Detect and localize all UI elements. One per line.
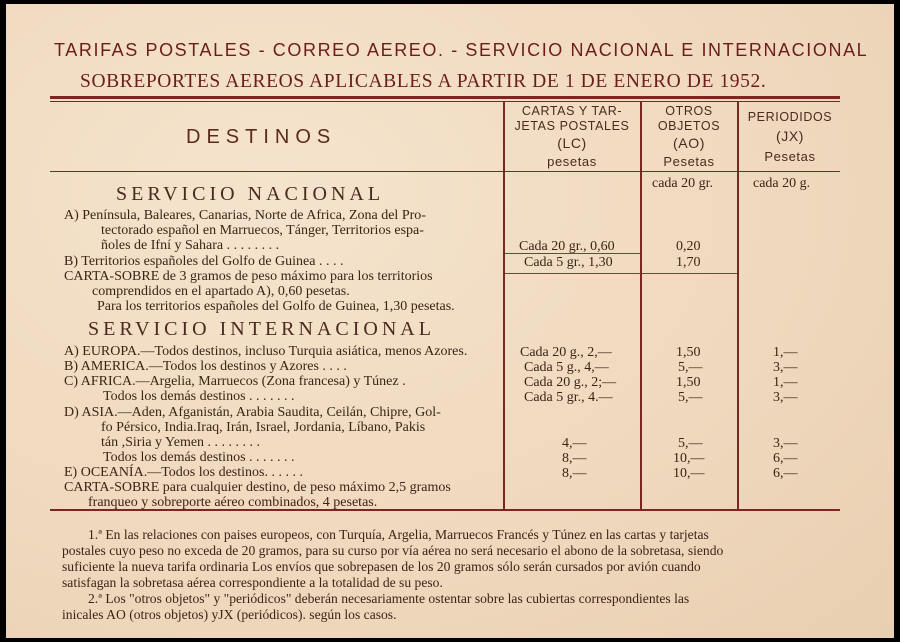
internacional-ao-value: 10,— [673, 451, 705, 466]
jx-per-weight: cada 20 g. [753, 176, 811, 191]
header-ao-line2: OBJETOS [657, 119, 721, 133]
header-destinos: DESTINOS [186, 126, 337, 148]
nacional-divider [642, 273, 737, 275]
footnote-line: satisfagan la sobretasa aérea correspondiente a la totalidad de su peso. [62, 575, 443, 590]
top-rule-thin [50, 101, 840, 102]
internacional-lc-value: 4,— [562, 436, 587, 451]
title-line-2: SOBREPORTES AEREOS APLICABLES A PARTIR DE 1 DE ENERO DE 1952. [80, 71, 767, 92]
internacional-line: C) AFRICA.—Argelia, Marruecos (Zona francesa) y Túnez . [64, 374, 406, 389]
internacional-ao-value: 1,50 [676, 345, 701, 360]
footnote-line: inicales AO (otros objetos) yJX (periódicos). según los casos. [62, 607, 397, 622]
nacional-line: B) Territorios españoles del Golfo de Guinea . . . . [64, 254, 344, 269]
internacional-lc-value: 8,— [562, 466, 587, 481]
nacional-lc-value: Cada 5 gr., 1,30 [524, 255, 613, 270]
header-bottom-rule [50, 171, 840, 172]
nacional-divider [505, 253, 640, 255]
internacional-line: D) ASIA.—Aden, Afganistán, Arabia Saudita, Ceilán, Chipre, Gol- [64, 405, 441, 420]
internacional-jx-value: 3,— [773, 390, 798, 405]
internacional-ao-value: 10,— [673, 466, 705, 481]
nacional-line: ñoles de Ifní y Sahara . . . . . . . . [101, 238, 280, 253]
header-ao-line1: OTROS [665, 104, 713, 118]
nacional-divider [505, 273, 640, 275]
internacional-jx-value: 1,— [773, 375, 798, 390]
column-divider-2 [640, 101, 642, 509]
internacional-line: Todos los demás destinos . . . . . . . [103, 389, 295, 404]
internacional-line: tán ,Siria y Yemen . . . . . . . . [101, 435, 261, 450]
internacional-line: CARTA-SOBRE para cualquier destino, de peso máximo 2,5 gramos [64, 480, 451, 495]
header-col-lc [506, 104, 638, 169]
header-lc-code: (LC) [557, 135, 587, 151]
internacional-line: fo Pérsico, India.Iraq, Irán, Israel, Jordania, Líbano, Pakis [101, 420, 426, 435]
nacional-line: tectorado español en Marruecos, Tánger, Territorios espa- [101, 223, 424, 238]
nacional-ao-value: 0,20 [676, 239, 701, 254]
top-rule-thick [50, 96, 840, 99]
internacional-lc-value: Cada 20 g., 2;— [524, 375, 617, 390]
header-lc-unit: pesetas [547, 154, 597, 169]
internacional-jx-value: 6,— [773, 451, 798, 466]
internacional-lc-value: 8,— [562, 451, 587, 466]
footnote-line: 1.ª En las relaciones con paises europeos, con Turquía, Argelia, Marruecos Francés y Túnez en las cartas y tarjetas [88, 527, 709, 542]
nacional-line: CARTA-SOBRE de 3 gramos de peso máximo para los territorios [64, 269, 433, 284]
header-lc-line2: JETAS POSTALES [514, 119, 630, 133]
internacional-line: franqueo y sobreporte aéreo combinados, 4 pesetas. [88, 495, 378, 510]
header-col-ao [643, 104, 735, 169]
section-internacional-title: SERVICIO INTERNACIONAL [88, 318, 435, 340]
internacional-ao-value: 1,50 [676, 375, 701, 390]
header-jx-code: (JX) [775, 128, 805, 144]
internacional-line: A) EUROPA.—Todos destinos, incluso Turquia asiática, menos Azores. [64, 344, 468, 359]
internacional-jx-value: 6,— [773, 466, 798, 481]
internacional-ao-value: 5,— [678, 436, 703, 451]
nacional-line: Para los territorios españoles del Golfo de Guinea, 1,30 pesetas. [97, 299, 455, 314]
header-ao-unit: Pesetas [663, 154, 715, 169]
internacional-jx-value: 3,— [773, 360, 798, 375]
internacional-line: B) AMERICA.—Todos los destinos y Azores . . . . [64, 359, 347, 374]
internacional-jx-value: 3,— [773, 436, 798, 451]
header-ao-code: (AO) [673, 135, 705, 151]
header-jx-line1: PERIODIDOS [747, 110, 833, 124]
internacional-lc-value: Cada 5 g., 4,— [524, 360, 609, 375]
internacional-jx-value: 1,— [773, 345, 798, 360]
title-line-1: TARIFAS POSTALES - CORREO AEREO. - SERVICIO NACIONAL E INTERNACIONAL [54, 40, 869, 60]
internacional-lc-value: Cada 20 g., 2,— [520, 345, 612, 360]
internacional-ao-value: 5,— [678, 360, 703, 375]
internacional-ao-value: 5,— [678, 390, 703, 405]
header-jx-unit: Pesetas [764, 149, 816, 164]
internacional-lc-value: Cada 5 gr., 4.— [524, 390, 613, 405]
section-nacional-title: SERVICIO NACIONAL [116, 183, 385, 205]
ao-per-weight: cada 20 gr. [652, 176, 714, 191]
footnote-line: 2.ª Los "otros objetos" y "periódicos" deberán necesariamente ostentar sobre las cubiertas correspondientes las [88, 591, 690, 606]
column-divider-3 [737, 101, 739, 509]
nacional-ao-value: 1,70 [676, 255, 701, 270]
internacional-line: E) OCEANÍA.—Todos los destinos. . . . . . [64, 465, 303, 480]
nacional-line: comprendidos en el apartado A), 0,60 pesetas. [92, 284, 350, 299]
footnote-line: suficiente la nueva tarifa ordinaria Los envíos que sobrepasen de los 20 gramos sólo serán cursados por avión cuando [62, 559, 701, 574]
nacional-lc-value: Cada 20 gr., 0,60 [519, 239, 615, 254]
header-col-jx [740, 110, 840, 164]
internacional-line: Todos los demás destinos . . . . . . . [103, 450, 295, 465]
nacional-line: A) Península, Baleares, Canarias, Norte de Africa, Zona del Pro- [64, 208, 426, 223]
column-divider-1 [503, 101, 505, 509]
footnote-line: postales cuyo peso no exceda de 20 gramos, para su curso por vía aérea no será necesario el abono de la sobretasa, siendo [62, 543, 724, 558]
header-lc-line1: CARTAS Y TAR- [521, 104, 623, 118]
